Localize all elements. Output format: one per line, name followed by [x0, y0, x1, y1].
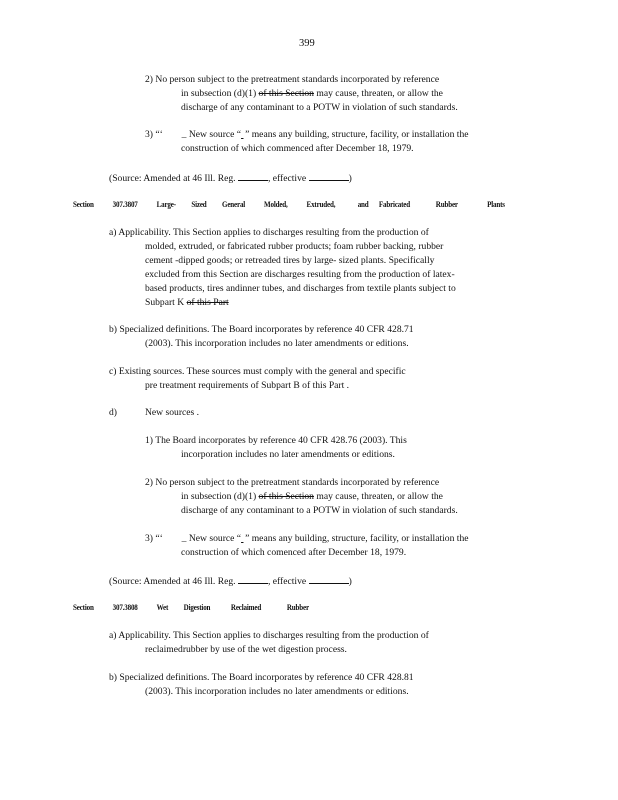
paragraph-3-number: 3) “‘: [145, 533, 163, 544]
section-title-word: Molded,: [264, 200, 288, 209]
definitions-line-2: (2003). This incorporation includes no later amendments or editions.: [145, 338, 409, 349]
applicability-line-6: [145, 297, 229, 308]
source-close: ): [348, 173, 352, 184]
section-title-word: Large-: [156, 200, 176, 209]
applicability-line-3: cement -dipped goods; or retreaded tires by large- sized plants. Specifically: [145, 255, 435, 266]
source-close: ): [348, 576, 352, 587]
existing-sources-line-2: pre treatment requirements of Subpart B of this Part .: [145, 380, 350, 391]
paragraph-2-line-3: discharge of any contaminant to a POTW in violation of such standards.: [181, 102, 458, 113]
new-source-term: _ New source “: [181, 129, 242, 140]
source-note-text: (Source: Amended at 46 Ill. Reg.: [109, 173, 236, 184]
section-title-word: Rubber: [435, 200, 458, 209]
struck-text: of this Section: [258, 88, 314, 99]
section-number: 307.3807: [112, 200, 138, 209]
new-sources-2-line-3: discharge of any contaminant to a POTW in violation of such standards.: [181, 505, 458, 516]
section-title-word: General: [222, 200, 246, 209]
applicability-line-2: reclaimedrubber by use of the wet digestion process.: [145, 644, 347, 655]
existing-sources-line-1: c) Existing sources. These sources must comply with the general and specific: [109, 366, 406, 377]
subpart-reference: Subpart K: [145, 297, 185, 308]
blank-line: [238, 574, 268, 584]
applicability-line-4: excluded from this Section are discharges resulting from the production of latex-: [145, 269, 455, 280]
new-sources-3-line-1: [145, 533, 469, 544]
blank-line: [309, 171, 349, 181]
page-number: 399: [299, 38, 315, 49]
definitions-line-1: b) Specialized definitions. The Board incorporates by reference 40 CFR 428.71: [109, 324, 414, 335]
blank-line: [238, 171, 268, 181]
paragraph-2-line-2-text-end: may cause, threaten, or allow the: [316, 88, 443, 99]
paragraph-3-definition: ” means any building, structure, facility, or installation the: [245, 533, 469, 544]
section-title-word: Plants: [487, 200, 505, 209]
applicability-line-5: based products, tires andinner tubes, and discharges from textile plants subject to: [145, 283, 456, 294]
new-source-term: _ New source “: [181, 533, 242, 544]
section-title-word: Digestion: [183, 603, 211, 612]
new-sources-2-line-1: 2) No person subject to the pretreatment standards incorporated by reference: [145, 477, 440, 488]
new-sources-1-line-2: incorporation includes no later amendments or editions.: [181, 449, 395, 460]
paragraph-2-line-1: 2) No person subject to the pretreatment standards incorporated by reference: [145, 74, 440, 85]
section-label: Section: [73, 200, 94, 209]
paragraph-3-line-1: [145, 129, 469, 140]
definitions-line-2: (2003). This incorporation includes no later amendments or editions.: [145, 686, 409, 697]
source-note: [109, 171, 352, 184]
section-title-word: Extruded,: [306, 200, 336, 209]
new-sources-1-line-1: 1) The Board incorporates by reference 40 CFR 428.76 (2003). This: [145, 435, 407, 446]
applicability-line-1: a) Applicability. This Section applies to discharges resulting from the production of: [109, 227, 429, 238]
section-number: 307.3808: [112, 603, 138, 612]
section-label: Section: [73, 603, 94, 612]
section-3808-heading: [73, 603, 309, 612]
section-title-word: and: [357, 200, 369, 209]
new-sources-2-line-2-text: in subsection (d)(1): [181, 491, 257, 502]
new-sources-heading: New sources .: [145, 407, 200, 418]
paragraph-2-line-2: [181, 88, 443, 99]
new-sources-2-line-2: [181, 491, 443, 502]
section-title-word: Sized: [191, 200, 207, 209]
paragraph-3-line-2: construction of which commenced after December 18, 1979.: [181, 143, 414, 154]
new-sources-3-line-2: construction of which comenced after December 18, 1979.: [181, 547, 407, 558]
applicability-line-1: a) Applicability. This Section applies to discharges resulting from the production of: [109, 630, 429, 641]
section-title-word: Wet: [156, 603, 169, 612]
new-sources-label: d): [109, 407, 117, 418]
struck-text: of this Part: [186, 297, 229, 308]
paragraph-3-number: 3) “‘: [145, 129, 163, 140]
new-sources-2-line-2-text-end: may cause, threaten, or allow the: [316, 491, 443, 502]
section-title-word: Rubber: [286, 603, 309, 612]
paragraph-3-definition: ” means any building, structure, facility, or installation the: [245, 129, 469, 140]
source-note-text: (Source: Amended at 46 Ill. Reg.: [109, 576, 236, 587]
source-note: [109, 574, 352, 587]
source-effective: , effective: [267, 173, 307, 184]
struck-text: of this Section: [258, 491, 314, 502]
paragraph-2-line-2-text: in subsection (d)(1): [181, 88, 257, 99]
definitions-line-1: b) Specialized definitions. The Board incorporates by reference 40 CFR 428.81: [109, 672, 414, 683]
section-title-word: Fabricated: [378, 200, 410, 209]
blank-line: [309, 574, 349, 584]
source-effective: , effective: [267, 576, 307, 587]
section-3807-heading: [73, 200, 505, 209]
section-title-word: Reclaimed: [230, 603, 262, 612]
applicability-line-2: molded, extruded, or fabricated rubber products; foam rubber backing, rubber: [145, 241, 444, 252]
